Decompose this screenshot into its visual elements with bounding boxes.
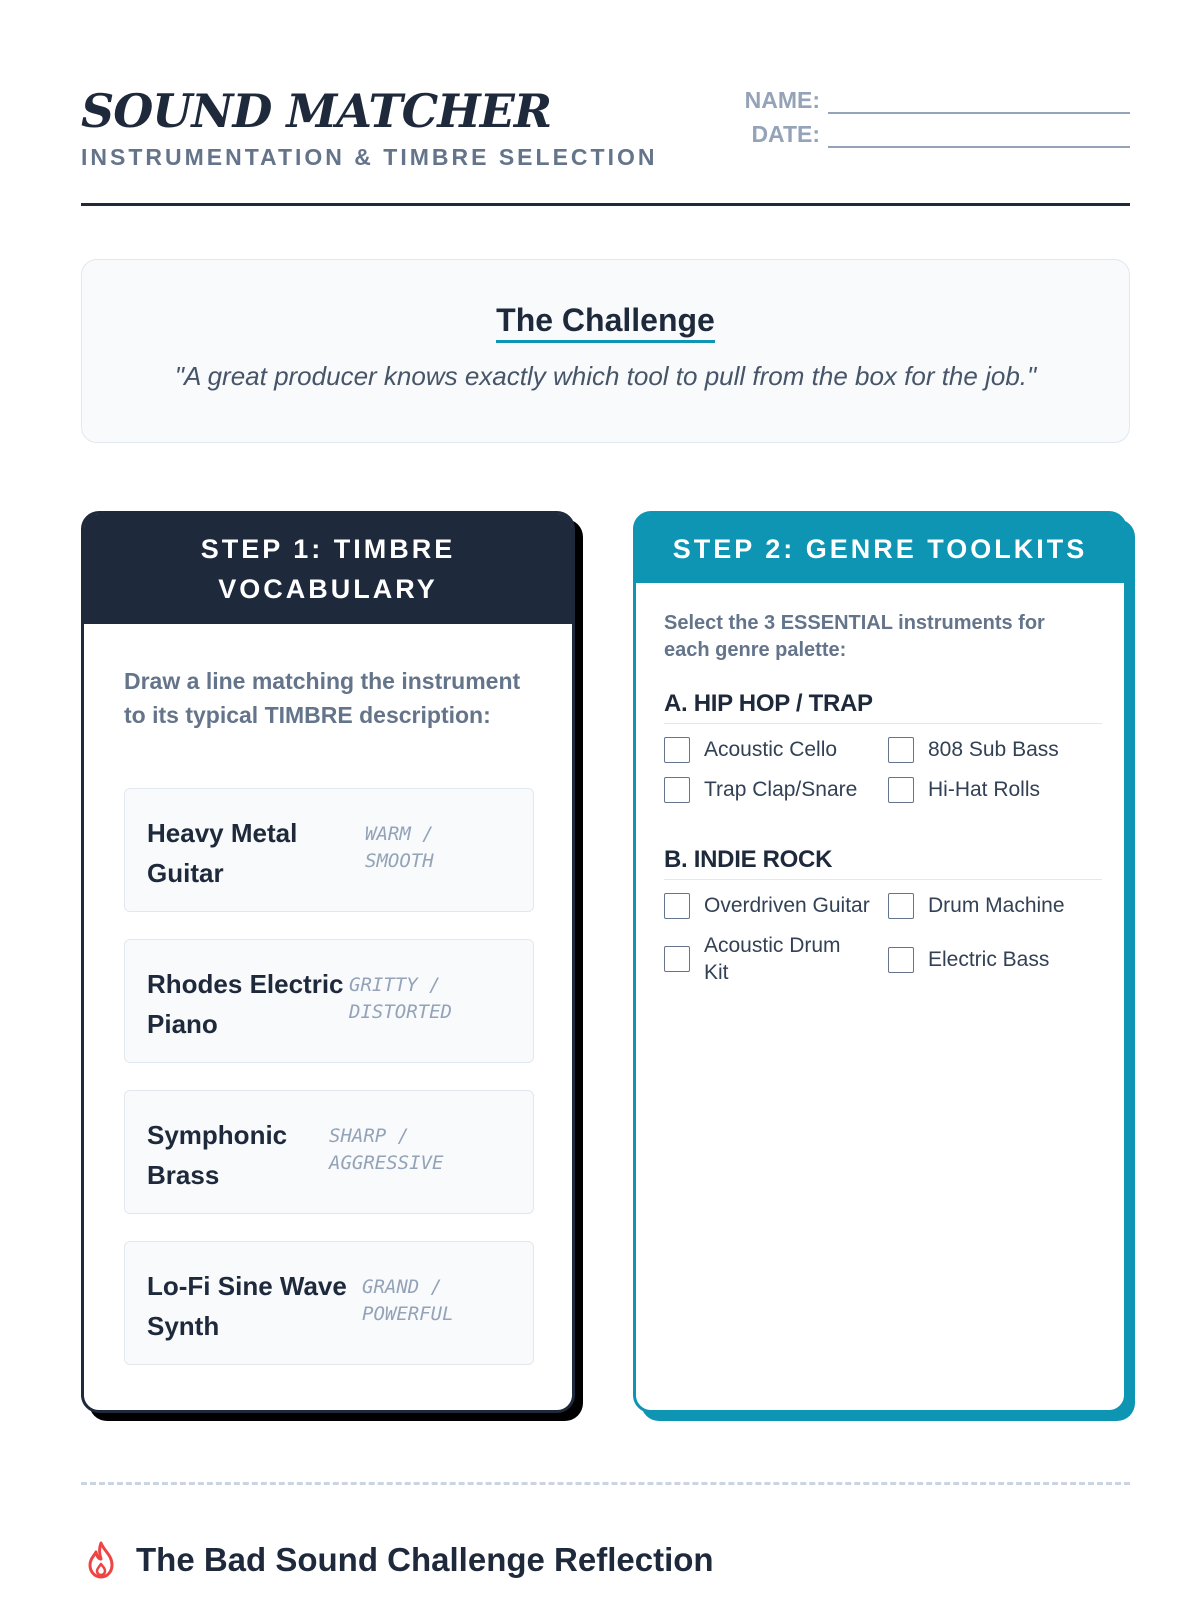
reflection-heading — [84, 1540, 714, 1580]
date-label: DATE: — [751, 121, 820, 147]
checkbox[interactable] — [664, 737, 690, 763]
name-row — [710, 80, 1130, 114]
page-title: SOUND MATCHER — [81, 84, 552, 138]
date-field[interactable] — [828, 124, 1130, 148]
instrument-name: Rhodes Electric Piano — [147, 969, 344, 1039]
section-title: A. HIP HOP / TRAP — [664, 690, 1102, 724]
step2-card — [633, 511, 1127, 1413]
name-field[interactable] — [828, 90, 1130, 114]
genre-section-indie-rock — [664, 846, 1102, 984]
option-label: Trap Clap/Snare — [704, 778, 858, 801]
checkbox[interactable] — [888, 737, 914, 763]
challenge-title: The Challenge — [496, 304, 715, 343]
step2-instructions: Select the 3 ESSENTIAL instruments for each genre palette: — [664, 612, 1045, 661]
checkbox[interactable] — [888, 777, 914, 803]
option-label: Electric Bass — [928, 948, 1050, 971]
section-divider — [81, 1482, 1130, 1485]
section-title: B. INDIE ROCK — [664, 846, 1102, 880]
checkbox[interactable] — [664, 893, 690, 919]
instrument-name: Heavy Metal Guitar — [147, 818, 298, 888]
flame-icon — [84, 1540, 118, 1580]
timbre-description: GRAND / POWERFUL — [362, 1276, 454, 1325]
checkbox[interactable] — [888, 947, 914, 973]
student-info — [710, 80, 1130, 148]
option-overdriven-guitar[interactable] — [664, 892, 870, 919]
step1-instructions: Draw a line matching the instrument to its typical TIMBRE description: — [124, 668, 521, 728]
instrument-name: Symphonic Brass — [147, 1120, 288, 1190]
checkbox[interactable] — [664, 946, 690, 972]
option-label: 808 Sub Bass — [928, 738, 1059, 761]
option-electric-bass[interactable] — [888, 946, 1049, 973]
option-acoustic-drum-kit[interactable] — [664, 932, 874, 986]
genre-section-hiphop — [664, 690, 1102, 801]
option-label: Acoustic Cello — [704, 738, 838, 761]
name-label: NAME: — [744, 87, 820, 113]
option-label: Acoustic Drum Kit — [704, 934, 841, 984]
challenge-box — [81, 259, 1130, 443]
match-pair[interactable] — [124, 939, 534, 1063]
option-trap-clap[interactable] — [664, 776, 857, 803]
match-pair[interactable] — [124, 1241, 534, 1365]
option-808-sub-bass[interactable] — [888, 736, 1059, 763]
match-pair[interactable] — [124, 788, 534, 912]
option-label: Drum Machine — [928, 894, 1065, 917]
timbre-description: SHARP / AGGRESSIVE — [329, 1125, 444, 1174]
checkbox[interactable] — [888, 893, 914, 919]
reflection-title: The Bad Sound Challenge Reflection — [136, 1541, 714, 1578]
match-pair[interactable] — [124, 1090, 534, 1214]
date-row — [710, 114, 1130, 148]
checkbox[interactable] — [664, 777, 690, 803]
option-hi-hat-rolls[interactable] — [888, 776, 1040, 803]
timbre-description: WARM / SMOOTH — [365, 823, 434, 872]
page-subtitle: INSTRUMENTATION & TIMBRE SELECTION — [81, 144, 658, 170]
option-drum-machine[interactable] — [888, 892, 1065, 919]
worksheet-header — [81, 78, 1130, 206]
option-label: Overdriven Guitar — [704, 894, 870, 917]
timbre-description: GRITTY / DISTORTED — [349, 974, 452, 1023]
step1-title: STEP 1: TIMBRE VOCABULARY — [84, 514, 572, 624]
instrument-name: Lo-Fi Sine Wave Synth — [147, 1271, 347, 1341]
option-label: Hi-Hat Rolls — [928, 778, 1041, 801]
step2-title: STEP 2: GENRE TOOLKITS — [636, 514, 1124, 583]
option-acoustic-cello[interactable] — [664, 736, 837, 763]
challenge-quote: "A great producer knows exactly which tool to pull from the box for the job." — [174, 360, 1037, 391]
step1-card — [81, 511, 575, 1413]
